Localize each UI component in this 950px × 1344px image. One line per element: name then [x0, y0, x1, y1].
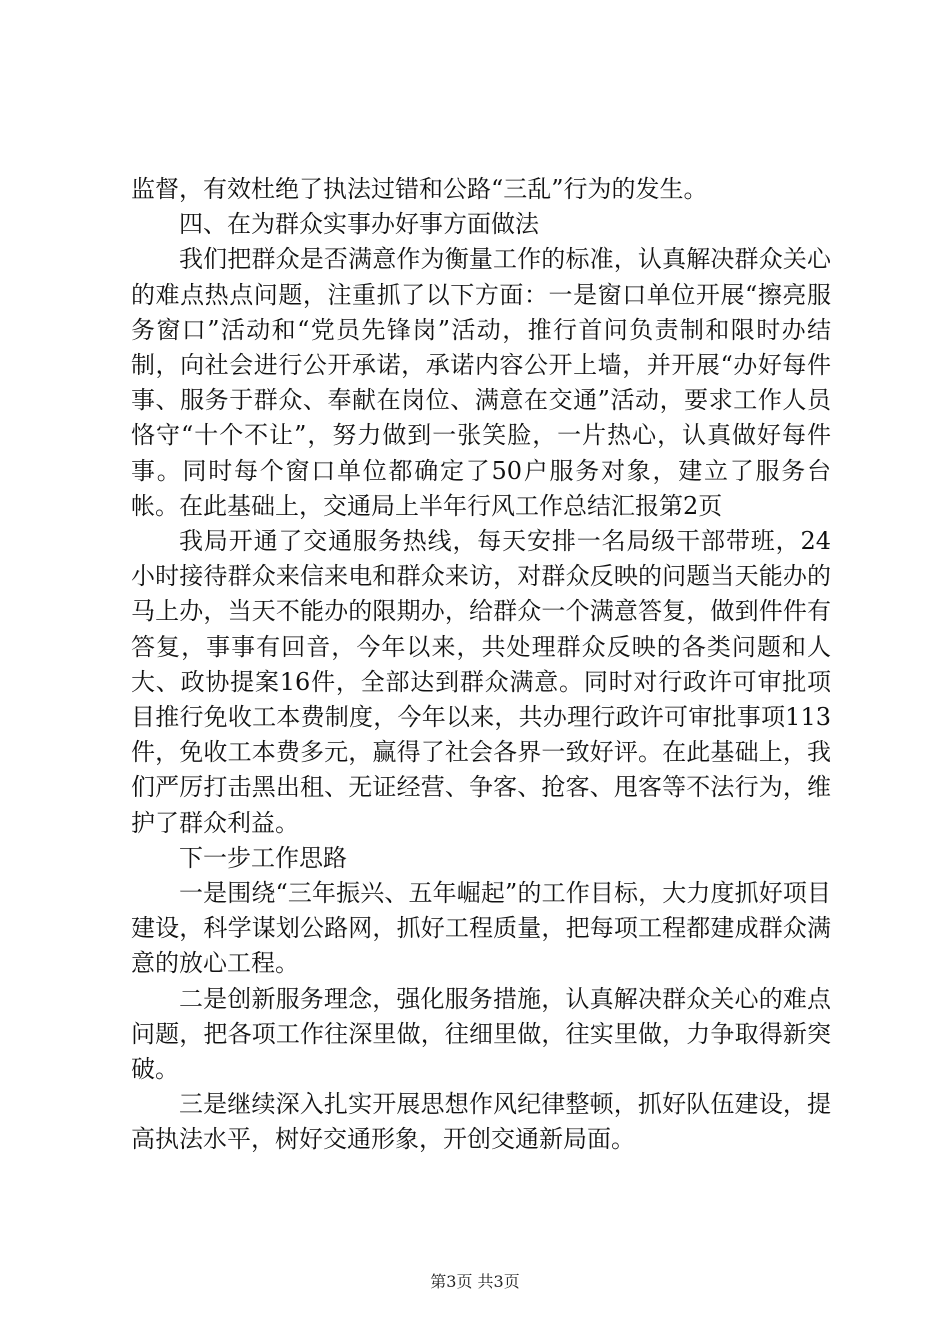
paragraph-next-step-3: 三是继续深入扎实开展思想作风纪律整顿，抓好队伍建设，提高执法水平，树好交通形象，开创交通新局面。 [131, 1090, 831, 1154]
paragraph-hotline: 我局开通了交通服务热线，每天安排一名局级干部带班，24小时接待群众来信来电和群众来访，对群众反映的问题当天能办的马上办，当天不能办的限期办，给群众一个满意答复，做到件件有答复，事事有回音，今年以来，共处理群众反映的各类问题和人大、政协提案16件，全部达到群众满意。同时对行政许可审批项目推行免收工本费制度，今年以来，共办理行政许可审批事项113件，免收工本费多元，赢得了社会各界一致好评。在此基础上，我们严厉打击黑出租、无证经营、争客、抢客、甩客等不法行为，维护了群众利益。 [131, 527, 831, 837]
page-number: 第3页 共3页 [430, 1272, 520, 1291]
document-body [131, 172, 831, 1158]
section-heading-4: 四、在为群众实事办好事方面做法 [179, 210, 539, 239]
paragraph-next-step-2: 二是创新服务理念，强化服务措施，认真解决群众关心的难点问题，把各项工作往深里做，往细里做，往实里做，力争取得新突破。 [131, 984, 831, 1084]
paragraph-window-service: 我们把群众是否满意作为衡量工作的标准，认真解决群众关心的难点热点问题，注重抓了以下方面：一是窗口单位开展“擦亮服务窗口”活动和“党员先锋岗”活动，推行首问负责制和限时办结制，向社会进行公开承诺，承诺内容公开上墙，并开展“办好每件事、服务于群众、奉献在岗位、满意在交通”活动，要求工作人员恪守“十个不让”，努力做到一张笑脸，一片热心，认真做好每件事。同时每个窗口单位都确定了50户服务对象，建立了服务台帐。在此基础上，交通局上半年行风工作总结汇报第2页 [131, 245, 831, 520]
section-heading-next-steps: 下一步工作思路 [179, 843, 347, 872]
paragraph-next-step-1: 一是围绕“三年振兴、五年崛起”的工作目标，大力度抓好项目建设，科学谋划公路网，抓好工程质量，把每项工程都建成群众满意的放心工程。 [131, 879, 831, 978]
paragraph-continuation: 监督，有效杜绝了执法过错和公路“三乱”行为的发生。 [131, 175, 708, 203]
